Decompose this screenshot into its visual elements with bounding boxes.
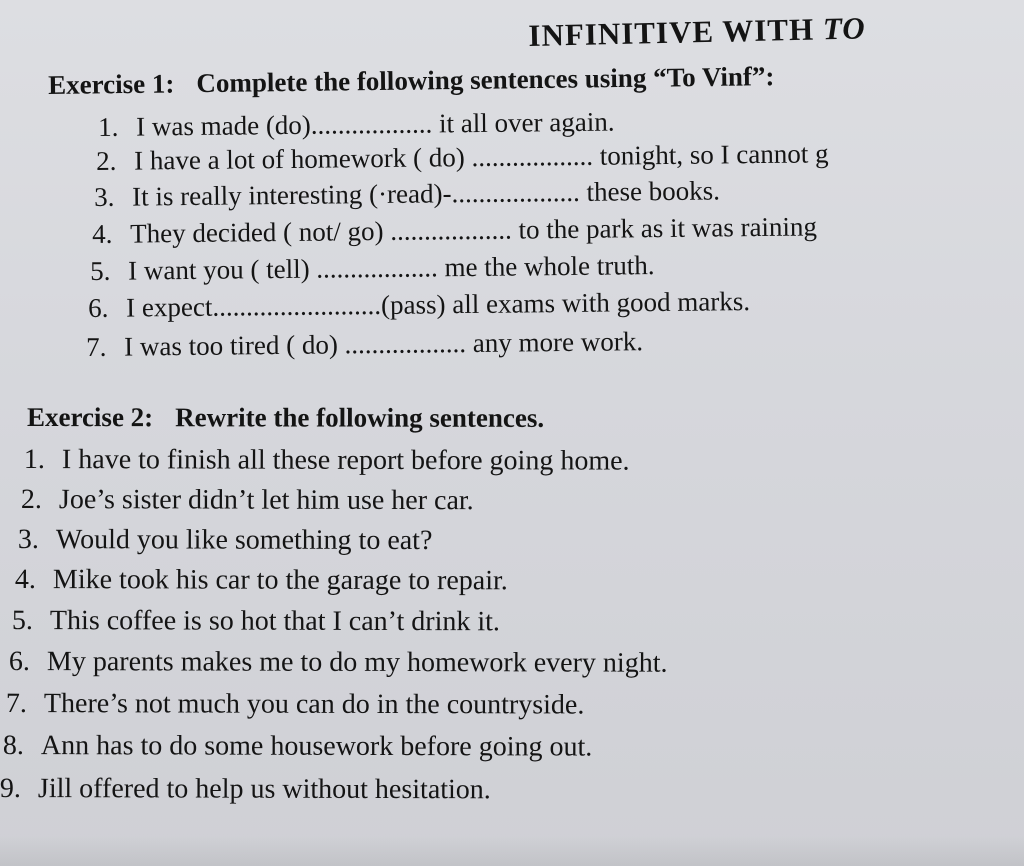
item-text: They decided ( not/ go) .................. to the park as it was raining <box>129 211 818 249</box>
exercise-2-item <box>15 564 508 597</box>
item-text: I want you ( tell) .................. me the whole truth. <box>127 250 655 286</box>
item-number: 2. <box>96 145 117 176</box>
title-emphasis: TO <box>822 10 866 47</box>
title-main: INFINITIVE WITH <box>528 11 824 53</box>
item-text: Mike took his car to the garage to repair. <box>52 564 508 597</box>
item-text: I was too tired ( do) .................. any more work. <box>123 326 644 362</box>
item-number: 4. <box>92 218 113 249</box>
item-number: 9. <box>0 773 21 805</box>
item-number: 1. <box>23 444 45 476</box>
item-number: 5. <box>11 605 33 637</box>
exercise-1-instruction: Complete the following sentences using “To Vinf”: <box>196 61 775 99</box>
exercise-2-item <box>24 444 630 478</box>
exercise-2-item <box>6 688 585 722</box>
exercise-2-heading <box>27 402 544 434</box>
item-text: It is really interesting (·read)-................... these books. <box>131 175 721 212</box>
exercise-2-item <box>21 484 474 517</box>
exercise-1-item <box>86 326 643 363</box>
item-number: 4. <box>14 564 36 596</box>
item-number: 5. <box>90 255 111 286</box>
item-text: Would you like something to eat? <box>55 524 433 557</box>
page-edge-shadow <box>0 836 1024 866</box>
exercise-1-item <box>92 211 817 250</box>
item-number: 6. <box>88 292 109 323</box>
item-number: 1. <box>98 111 119 142</box>
item-number: 8. <box>2 730 24 762</box>
exercise-2-item <box>9 646 668 680</box>
exercise-1-heading <box>48 61 775 101</box>
item-text: Joe’s sister didn’t let him use her car. <box>58 484 474 517</box>
item-text: I have a lot of homework ( do) .................. tonight, so I cannot g <box>133 138 829 176</box>
exercise-2-instruction: Rewrite the following sentences. <box>175 402 545 433</box>
exercise-2-item <box>0 773 491 806</box>
item-number: 7. <box>5 688 27 720</box>
page-title <box>528 10 866 54</box>
exercise-2-item <box>3 730 592 764</box>
item-number: 6. <box>8 646 30 678</box>
exercise-2-item <box>12 605 500 638</box>
item-number: 3. <box>17 524 39 556</box>
exercise-2-label: Exercise 2: <box>26 402 154 433</box>
item-text: There’s not much you can do in the countryside. <box>43 688 585 721</box>
exercise-1-item <box>90 250 655 287</box>
item-number: 7. <box>86 331 107 362</box>
item-text: I was made (do).................. it all over again. <box>135 106 615 142</box>
exercise-1-item <box>94 175 720 213</box>
item-number: 3. <box>94 181 115 212</box>
item-number: 2. <box>20 484 42 516</box>
item-text: Jill offered to help us without hesitation. <box>37 773 491 806</box>
item-text: My parents makes me to do my homework every night. <box>46 646 668 679</box>
exercise-2-item <box>18 524 433 557</box>
exercise-1-item <box>96 138 829 177</box>
item-text: Ann has to do some housework before going out. <box>40 730 593 763</box>
exercise-1-item <box>88 286 750 324</box>
exercise-1-item <box>98 107 615 143</box>
item-text: This coffee is so hot that I can’t drink it. <box>49 605 500 638</box>
item-text: I expect.........................(pass) all exams with good marks. <box>125 286 751 323</box>
item-text: I have to finish all these report before going home. <box>61 444 630 477</box>
exercise-1-label: Exercise 1: <box>48 68 175 100</box>
